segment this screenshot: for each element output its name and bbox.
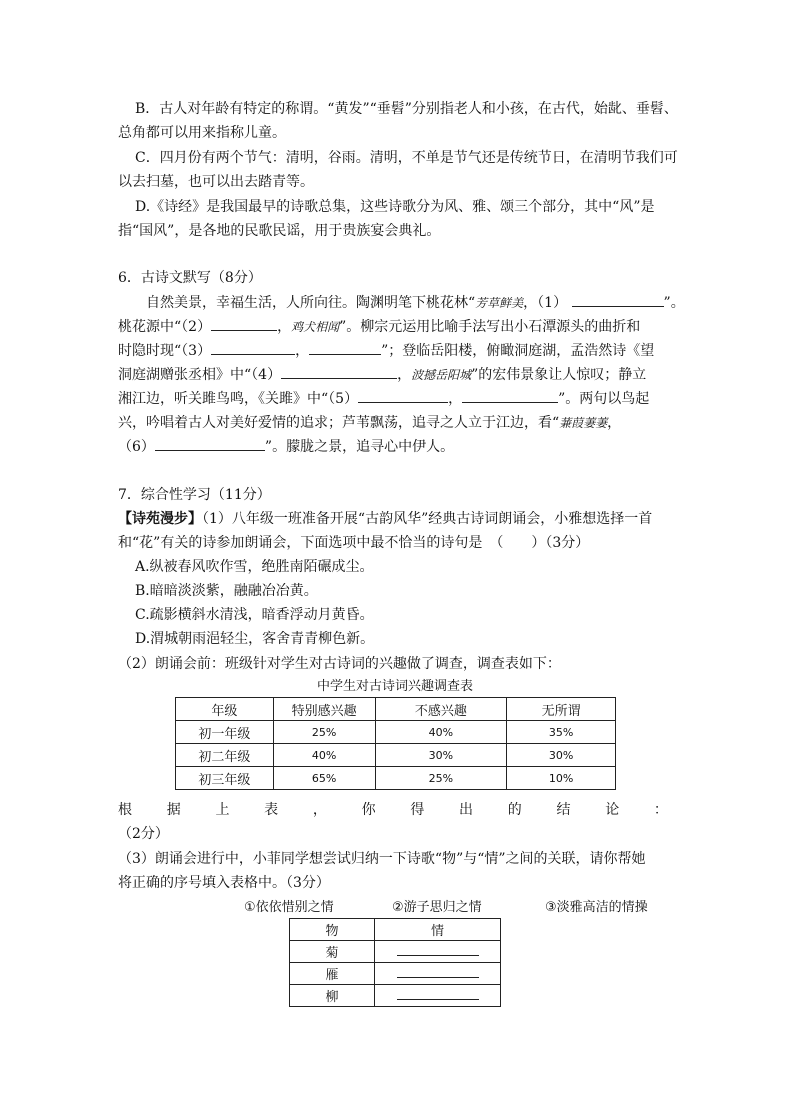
q6-title: 6．古诗文默写（8分） bbox=[118, 270, 262, 286]
q7-part3: （3）朗诵会进行中，小菲同学想尝试归纳一下诗歌“物”与“情”之间的关联，请你帮她 bbox=[118, 851, 646, 867]
prompt-char: 的 bbox=[507, 802, 522, 818]
table-row bbox=[176, 767, 616, 790]
table-cell: 40% bbox=[375, 721, 507, 744]
table-header-row bbox=[290, 919, 501, 941]
table-cell: 菊 bbox=[290, 941, 375, 963]
q7-option-a: A.纵被春风吹作雪，绝胜南陌碾成尘。 bbox=[135, 559, 374, 575]
q7-option-b: B.暗暗淡淡紫，融融冶冶黄。 bbox=[135, 583, 318, 599]
table-cell: 30% bbox=[375, 744, 507, 767]
table-cell: 25% bbox=[273, 721, 375, 744]
q5-option-d: D.《诗经》是我国最早的诗歌总集，这些诗歌分为风、雅、颂三个部分，其中“风”是 bbox=[135, 199, 655, 215]
header-cell: 物 bbox=[290, 919, 375, 941]
q5-option-c-cont: 以去扫墓，也可以出去踏青等。 bbox=[118, 174, 314, 190]
q7-option-d: D.渭城朝雨浥轻尘，客舍青青柳色新。 bbox=[135, 631, 375, 647]
q5-option-b-cont: 总角都可以用来指称儿童。 bbox=[118, 125, 286, 141]
q6-line-5: 湘江边，听关雎鸟鸣，《关雎》中“（5） ， ”。两句以鸟起 bbox=[118, 387, 649, 411]
header-cell: 不感兴趣 bbox=[375, 698, 507, 721]
header-cell: 特别感兴趣 bbox=[273, 698, 375, 721]
header-cell: 无所谓 bbox=[507, 698, 616, 721]
q7-part2: （2）朗诵会前：班级针对学生对古诗词的兴趣做了调查，调查表如下： bbox=[118, 656, 561, 672]
q6-line-1: 自然美景，幸福生活，人所向往。陶渊明笔下桃花林“芳草鲜美，（1） ”。 bbox=[146, 291, 685, 315]
q5-option-d-cont: 指“国风”，是各地的民歌民谣，用于贵族宴会典礼。 bbox=[118, 223, 441, 239]
table-cell: 40% bbox=[273, 744, 375, 767]
table-cell: 柳 bbox=[290, 985, 375, 1007]
prompt-char: 结 bbox=[556, 802, 571, 818]
q6-line-3: 时隐时现“（3） ， ”；登临岳阳楼，俯瞰洞庭湖，孟浩然诗《望 bbox=[118, 339, 654, 363]
table-row bbox=[290, 941, 501, 963]
blank-6[interactable] bbox=[155, 436, 265, 451]
table-cell: 65% bbox=[273, 767, 375, 790]
match-table bbox=[289, 918, 501, 1007]
blank-1[interactable] bbox=[572, 292, 664, 307]
prompt-char: ： bbox=[653, 802, 668, 818]
table-row bbox=[290, 985, 501, 1007]
table-cell: 30% bbox=[507, 744, 616, 767]
section-label: 【诗苑漫步】 bbox=[118, 511, 202, 527]
choice-1: ①依依惜别之情 bbox=[244, 900, 334, 915]
blank-3b[interactable] bbox=[309, 340, 381, 355]
blank-5b[interactable] bbox=[462, 388, 558, 403]
header-cell: 情 bbox=[375, 919, 501, 941]
prompt-char: 出 bbox=[459, 802, 474, 818]
blank-4[interactable] bbox=[281, 364, 397, 379]
q7-part1: 【诗苑漫步】（1）八年级一班准备开展“古韵风华”经典古诗词朗诵会，小雅想选择一首 bbox=[118, 511, 653, 527]
answer-blank[interactable] bbox=[397, 987, 479, 1000]
q7-part1-cont: 和“花”有关的诗参加朗诵会，下面选项中最不恰当的诗句是 （ ）（3分） bbox=[118, 535, 590, 551]
q7-option-c: C.疏影横斜水清浅，暗香浮动月黄昏。 bbox=[135, 607, 374, 623]
q7-title: 7．综合性学习（11分） bbox=[118, 487, 271, 503]
table-header-row bbox=[176, 698, 616, 721]
conclusion-prompt bbox=[118, 798, 668, 822]
table-cell: 25% bbox=[375, 767, 507, 790]
prompt-char: 表 bbox=[264, 802, 279, 818]
table-cell: 初一年级 bbox=[176, 721, 274, 744]
prompt-char: 你 bbox=[361, 802, 376, 818]
q6-line-6: 兴，吟唱着古人对美好爱情的追求；芦苇飘荡，追寻之人立于江边，看“蒹葭萋萋， bbox=[118, 415, 622, 431]
choice-3: ③淡雅高洁的情操 bbox=[545, 900, 648, 915]
q7-part2-points: （2分） bbox=[118, 826, 169, 842]
table-row bbox=[176, 721, 616, 744]
table-row bbox=[176, 744, 616, 767]
q6-line-4: 洞庭湖赠张丞相》中“（4） ，波撼岳阳城”的宏伟景象让人惊叹；静立 bbox=[118, 363, 646, 387]
q6-line-2: 桃花源中“（2） ，鸡犬相闻”。柳宗元运用比喻手法写出小石潭源头的曲折和 bbox=[118, 315, 640, 339]
table-cell: 初三年级 bbox=[176, 767, 274, 790]
q7-part3-cont: 将正确的序号填入表格中。（3分） bbox=[118, 875, 330, 891]
header-cell: 年级 bbox=[176, 698, 274, 721]
prompt-char: 论 bbox=[605, 802, 620, 818]
survey-table bbox=[175, 697, 616, 790]
answer-blank[interactable] bbox=[397, 965, 479, 978]
prompt-char: ， bbox=[312, 802, 327, 818]
table-cell: 10% bbox=[507, 767, 616, 790]
table-cell: 35% bbox=[507, 721, 616, 744]
prompt-char: 据 bbox=[166, 802, 181, 818]
blank-3a[interactable] bbox=[211, 340, 295, 355]
q5-option-c: C．四月份有两个节气：清明，谷雨。清明，不单是节气还是传统节日，在清明节我们可 bbox=[135, 150, 678, 166]
prompt-char: 得 bbox=[410, 802, 425, 818]
table-row bbox=[290, 963, 501, 985]
q5-option-b: B．古人对年龄有特定的称谓。“黄发”“垂髫”分别指老人和小孩，在古代，始龀、垂髫、 bbox=[135, 101, 678, 117]
blank-2[interactable] bbox=[211, 316, 277, 331]
table-cell: 雁 bbox=[290, 963, 375, 985]
blank-5a[interactable] bbox=[358, 388, 448, 403]
prompt-char: 根 bbox=[118, 802, 132, 818]
choice-2: ②游子思归之情 bbox=[392, 900, 482, 915]
q6-line-7: （6） ”。朦胧之景，追寻心中伊人。 bbox=[118, 435, 454, 459]
prompt-char: 上 bbox=[215, 802, 230, 818]
answer-blank[interactable] bbox=[397, 943, 479, 956]
table-cell: 初二年级 bbox=[176, 744, 274, 767]
survey-table-title: 中学生对古诗词兴趣调查表 bbox=[316, 679, 473, 694]
